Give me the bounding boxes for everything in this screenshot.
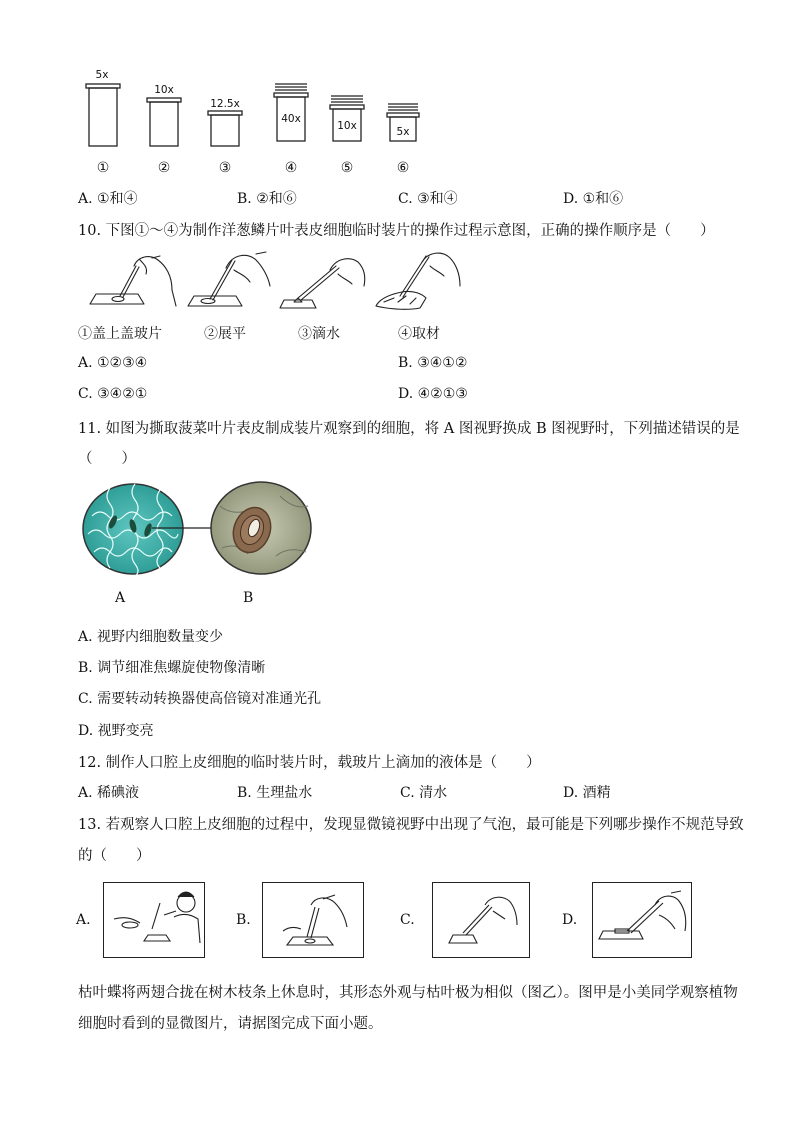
q12-option-c[interactable]: C. 清水 [400,785,448,801]
lens-number: ① [96,160,110,176]
microscope-views-drawing [80,476,320,586]
q13-image-a[interactable] [103,882,205,958]
lens-figure [80,62,440,180]
q10-option-b[interactable]: B. ③④①② [398,355,468,371]
step-cover-slip-image [90,256,176,306]
q10-option-a[interactable]: A. ①②③④ [78,355,148,371]
lens-number: ② [157,160,171,176]
q11-figure [80,476,320,586]
q9-option-d[interactable]: D. ①和⑥ [563,191,624,207]
lens-label: 5x [396,126,410,138]
lens-label: 10x [154,84,174,96]
q10-caption-4: ④取材 [398,326,440,342]
dropper-slide-drawing [433,883,529,957]
q11-option-b[interactable]: B. 调节细准焦螺旋使物像清晰 [78,660,266,676]
lens-drawing [80,62,440,180]
q13-image-d[interactable] [592,882,692,958]
q10-option-c[interactable]: C. ③④②① [78,386,148,402]
passage-line2: 细胞时看到的显微图片，请据图完成下面小题。 [78,1016,383,1032]
step-drip-water-image [280,259,365,308]
drip-on-slide-drawing [263,883,363,957]
q13-stem-line2: 的（ ） [78,848,151,864]
q9-option-c[interactable]: C. ③和④ [398,191,458,207]
q9-option-b[interactable]: B. ②和⑥ [237,191,297,207]
lens-number: ⑥ [396,160,410,176]
q13-image-c[interactable] [432,882,530,958]
q12-option-d[interactable]: D. 酒精 [563,785,611,801]
q12-option-a[interactable]: A. 稀碘液 [78,785,140,801]
q13-option-d[interactable]: D. [562,912,578,928]
q11-stem-line2: （ ） [78,451,136,467]
passage-line1: 枯叶蝶将两翅合拢在树木枝条上休息时，其形态外观与枯叶极为相似（图乙）。图甲是小美同学观察植物 [78,985,738,1001]
step-take-material-image [376,253,460,309]
q11-stem-line1: 11. 如图为撕取菠菜叶片表皮制成装片观察到的细胞，将 A 图视野换成 B 图视野时，下列描述错误的是 [78,421,740,437]
lens-label: 10x [337,120,357,132]
q13-option-a[interactable]: A. [76,912,91,928]
q10-figure [80,246,470,324]
lens-number: ④ [284,160,298,176]
view-b-image [211,482,311,574]
objective-5 [330,96,364,141]
q12-stem: 12. 制作人口腔上皮细胞的临时装片时，载玻片上滴加的液体是（ ） [78,755,541,771]
q10-option-d[interactable]: D. ④②①③ [398,386,468,402]
q12-option-b[interactable]: B. 生理盐水 [237,785,313,801]
q10-caption-2: ②展平 [204,326,246,342]
q11-option-a[interactable]: A. 视野内细胞数量变少 [78,629,224,645]
lens-number: ③ [218,160,232,176]
lens-label: 40x [281,113,301,125]
q13-option-b[interactable]: B. [236,912,251,928]
saline-drip-person-drawing [104,883,204,957]
q11-option-c[interactable]: C. 需要转动转换器使高倍镜对准通光孔 [78,691,322,707]
q10-stem: 10. 下图①～④为制作洋葱鳞片叶表皮细胞临时装片的操作过程示意图，正确的操作顺序是（ ） [78,223,715,239]
step-flatten-image [188,252,270,306]
q13-image-b[interactable] [262,882,364,958]
q11-option-d[interactable]: D. 视野变亮 [78,723,154,739]
q13-stem-line1: 13. 若观察人口腔上皮细胞的过程中，发现显微镜视野中出现了气泡，最可能是下列哪步操作不规范导致 [78,817,744,833]
lens-label: 5x [95,69,109,81]
lens-label: 12.5x [210,98,240,110]
lens-number: ⑤ [340,160,354,176]
q13-option-c[interactable]: C. [400,912,415,928]
q11-label-a: A [115,590,126,606]
q10-caption-3: ③滴水 [298,326,340,342]
slide-steps-drawing [80,246,470,324]
q9-option-a[interactable]: A. ①和④ [78,191,138,207]
q11-label-b: B [243,590,254,606]
q10-caption-1: ①盖上盖玻片 [78,326,162,342]
view-a-image [83,484,183,576]
cover-slip-tweezers-drawing [593,883,691,957]
